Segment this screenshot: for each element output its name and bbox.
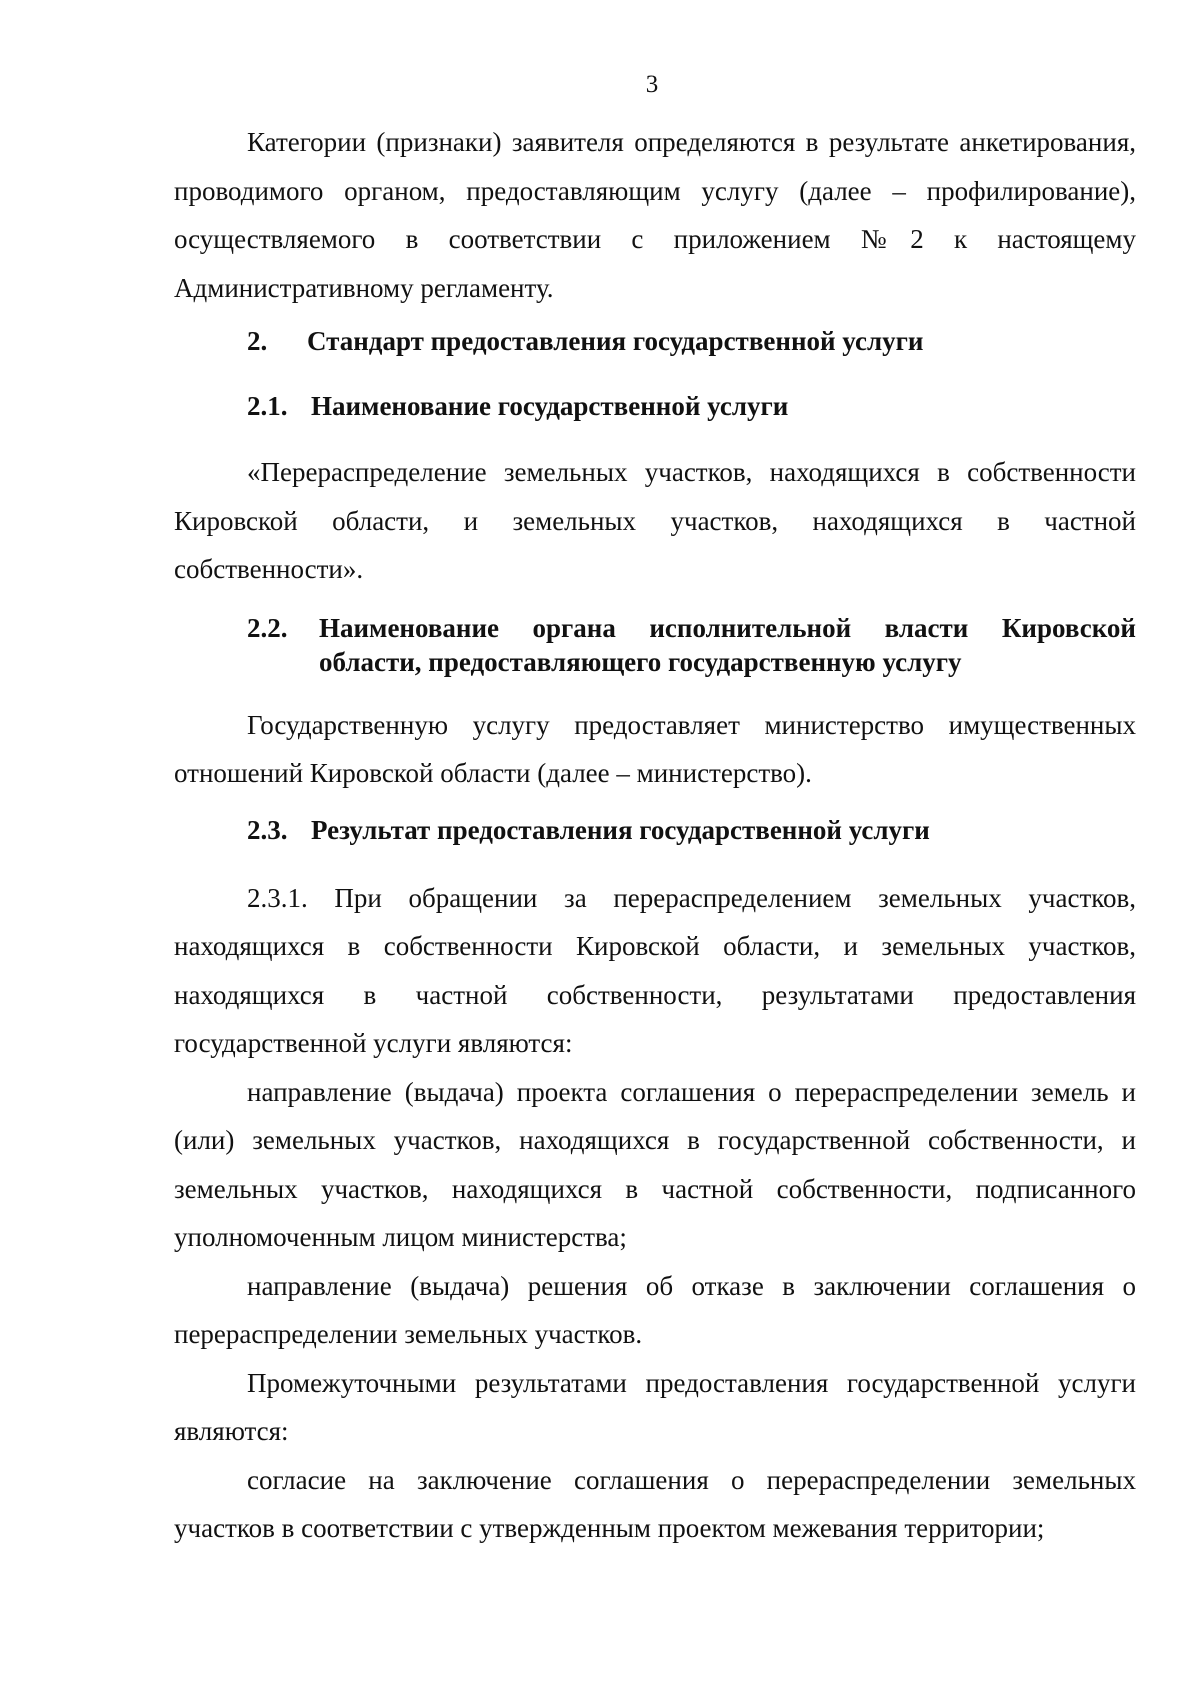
paragraph-categories: Категории (признаки) заявителя определяются в результате анкетирования, проводимого органом, предоставляющим услугу (далее – профилирование), осуществляемого в соответствии с приложением №2 к настоящему Административному регламенту. — [174, 127, 1136, 303]
section-2-1-text: «Перераспределение земельных участков, находящихся в собственности Кировской области, и земельных участков, находящихся в частной собственности». — [174, 457, 1136, 584]
section-2-heading — [174, 324, 1136, 358]
section-2-3-paragraph-3: направление (выдача) решения об отказе в заключении соглашения о перераспределении земельных участков. — [174, 1270, 1136, 1349]
section-2-3-heading — [174, 813, 1136, 847]
section-2-2-text: Государственную услугу предоставляет министерство имущественных отношений Кировской области (далее – министерство). — [174, 709, 1136, 788]
section-2-1-heading — [174, 389, 1136, 423]
section-2-1-title: Наименование государственной услуги — [311, 391, 789, 421]
section-2-3-paragraph-2: направление (выдача) проекта соглашения о перераспределении земель и (или) земельных участков, находящихся в государственной собственности, и земельных участков, находящихся в частной собственности, подписанного уполномоченным лицом министерства; — [174, 1076, 1136, 1252]
section-2-3-paragraph-1: 2.3.1. При обращении за перераспределением земельных участков, находящихся в собственности Кировской области, и земельных участков, находящихся в частной собственности, результатами предоставления государственной услуги являются: — [174, 882, 1136, 1058]
document-body — [174, 118, 1136, 1553]
section-2-1-number: 2.1. — [247, 391, 288, 421]
page-number: 3 — [645, 71, 659, 98]
section-2-3-paragraph-5: согласие на заключение соглашения о перераспределении земельных участков в соответствии с утвержденным проектом межевания территории; — [174, 1464, 1136, 1543]
section-2-2-number: 2.2. — [247, 612, 288, 643]
section-2-3-title: Результат предоставления государственной услуги — [311, 814, 930, 845]
section-2-3-paragraph-4: Промежуточными результатами предоставления государственной услуги являются: — [174, 1367, 1136, 1446]
section-2-2-title: Наименование органа исполнительной власти Кировской области, предоставляющего государственную услугу — [319, 612, 1136, 677]
section-2-title: Стандарт предоставления государственной услуги — [307, 326, 924, 356]
section-2-2-heading — [174, 611, 1136, 679]
section-2-number: 2. — [247, 326, 268, 356]
section-2-3-number: 2.3. — [247, 814, 288, 845]
